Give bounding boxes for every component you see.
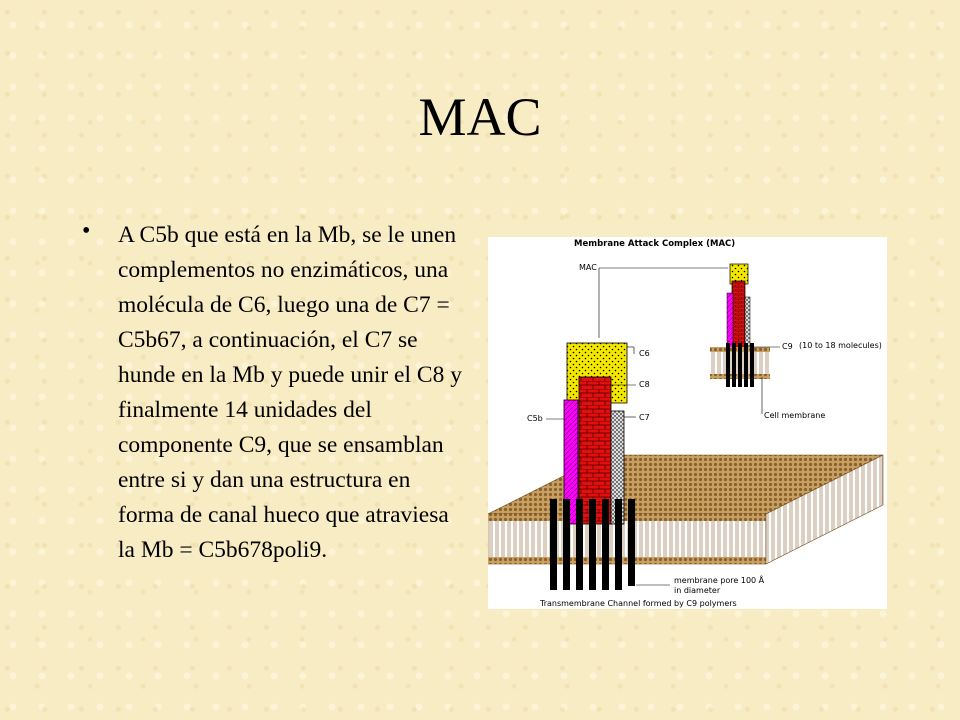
- bullet-marker: •: [82, 218, 91, 244]
- label-pore-diameter: in diameter: [674, 586, 721, 595]
- label-c7: C7: [639, 413, 650, 422]
- bullet-text: A C5b que está en la Mb, se le unen complementos no enzimáticos, una molécula de C6, luego una de C7 = C5b67, a continuación, el C7 se hunde en la Mb y puede unir el C8 y finalmente 14 unidades del componente C9, que se ensamblan entre si y dan una estructura en forma de canal hueco que atraviesa la Mb = C5b678poli9.: [118, 222, 462, 563]
- label-c9-note: (10 to 18 molecules): [799, 341, 882, 350]
- mac-diagram-svg: [488, 237, 887, 609]
- large-mac-complex: [564, 343, 627, 524]
- label-pore: membrane pore 100 Å: [674, 576, 765, 585]
- slide-title: MAC: [418, 87, 542, 147]
- label-c6: C6: [639, 349, 650, 358]
- figure-caption: Transmembrane Channel formed by C9 polymers: [540, 599, 737, 608]
- small-mac-complex: [710, 264, 770, 387]
- label-c8: C8: [639, 380, 650, 389]
- label-cell-membrane: Cell membrane: [764, 411, 826, 420]
- label-c9: C9: [782, 342, 793, 351]
- mac-diagram: [488, 237, 887, 609]
- figure-title: Membrane Attack Complex (MAC): [574, 239, 736, 249]
- label-mac: MAC: [579, 263, 597, 272]
- label-c5b: C5b: [527, 414, 543, 423]
- membrane-slab: [488, 455, 883, 564]
